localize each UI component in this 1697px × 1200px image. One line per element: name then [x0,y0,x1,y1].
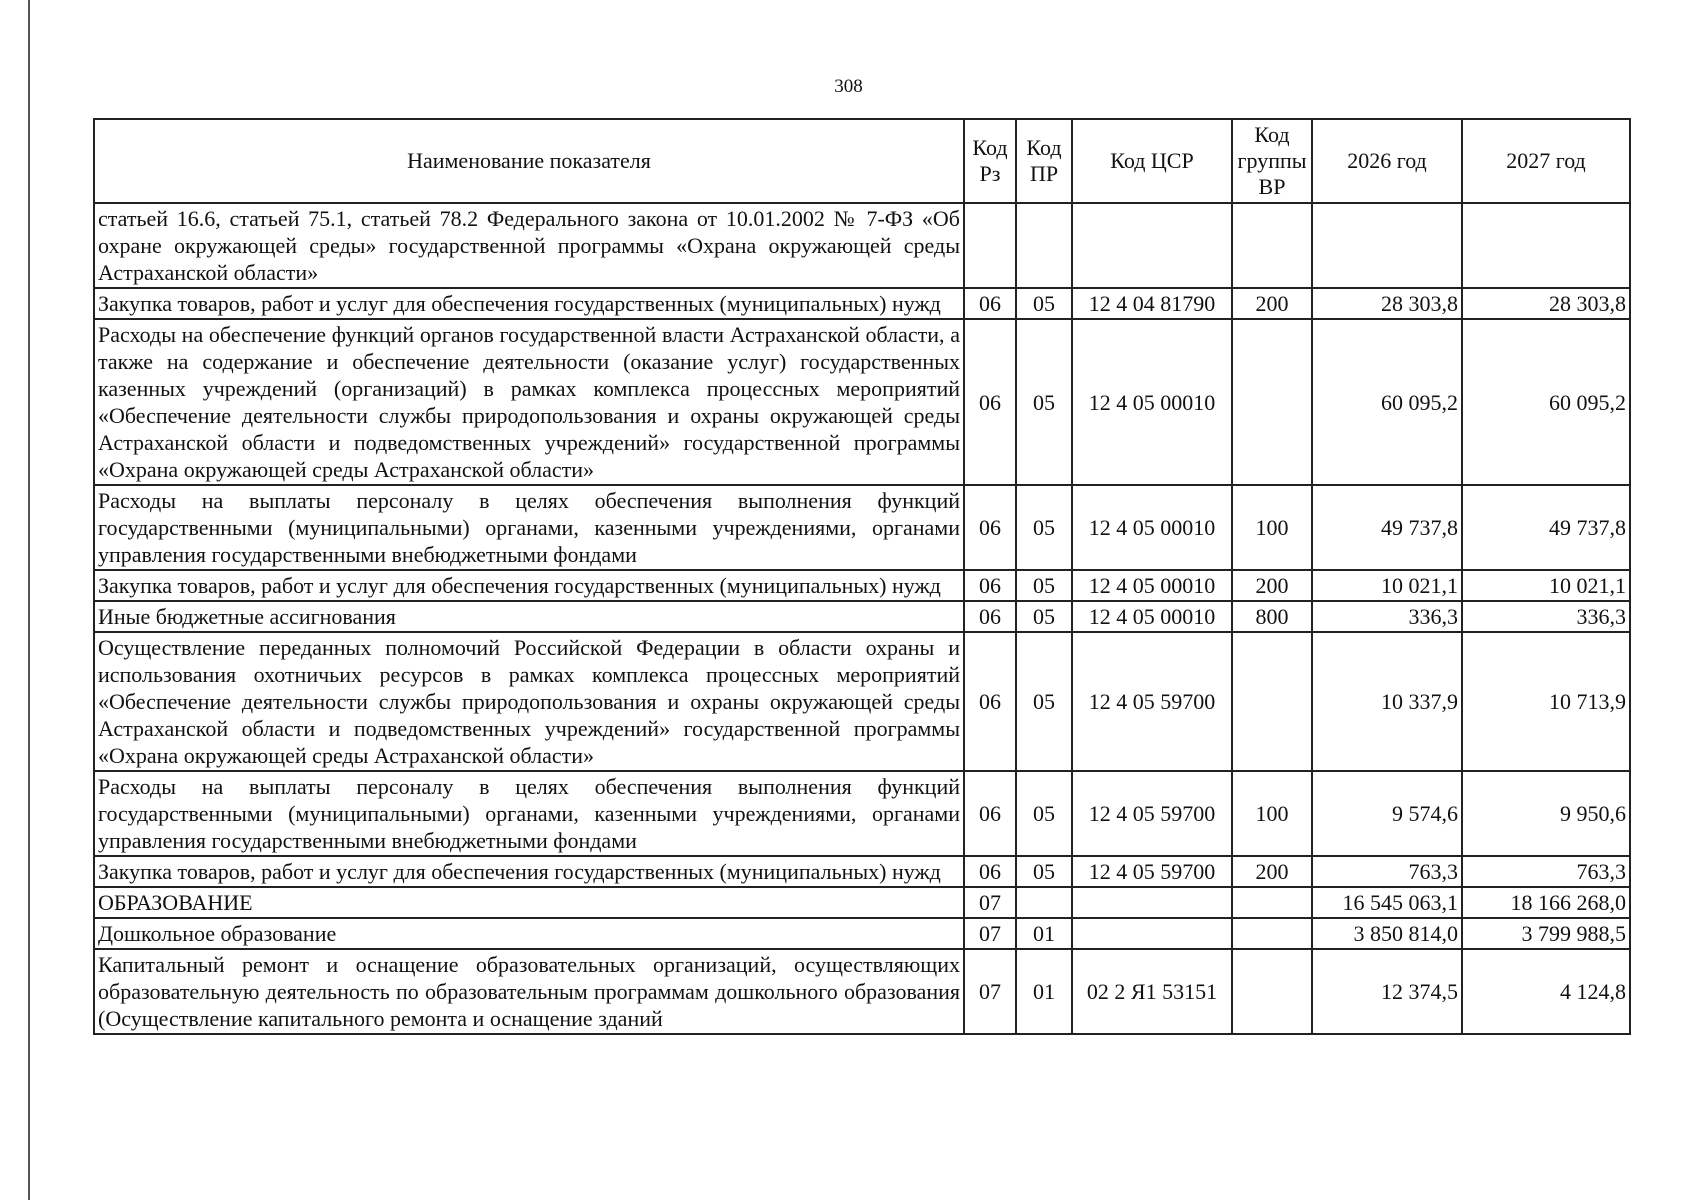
row-rz: 06 [964,856,1016,887]
row-csr: 12 4 05 59700 [1072,856,1232,887]
row-2026: 28 303,8 [1312,288,1462,319]
row-pr [1016,203,1072,288]
row-name: Иные бюджетные ассигнования [94,601,964,632]
row-2026: 336,3 [1312,601,1462,632]
row-pr: 05 [1016,771,1072,856]
budget-table [93,118,1631,1035]
row-pr: 05 [1016,601,1072,632]
row-2027: 9 950,6 [1462,771,1630,856]
row-2027: 4 124,8 [1462,949,1630,1034]
row-vr [1232,887,1312,918]
table-row [94,570,1630,601]
row-2026: 10 337,9 [1312,632,1462,771]
row-pr: 05 [1016,632,1072,771]
row-2027 [1462,203,1630,288]
row-2027: 49 737,8 [1462,485,1630,570]
table-header-row [94,119,1630,203]
header-vr: Код группы ВР [1232,119,1312,203]
table-row [94,856,1630,887]
row-2027: 3 799 988,5 [1462,918,1630,949]
row-csr: 12 4 05 00010 [1072,319,1232,485]
row-2026: 3 850 814,0 [1312,918,1462,949]
row-name: Закупка товаров, работ и услуг для обеспечения государственных (муниципальных) нужд [94,288,964,319]
row-vr: 200 [1232,288,1312,319]
row-vr [1232,918,1312,949]
row-csr: 12 4 05 00010 [1072,485,1232,570]
row-name: Осуществление переданных полномочий Российской Федерации в области охраны и использования охотничьих ресурсов в рамках комплекса процессных мероприятий «Обеспечение деятельности службы природопользования и охраны окружающей среды Астраханской области и подведомственных учреждений» государственной программы «Охрана окружающей среды Астраханской области» [94,632,964,771]
header-rz: Код Рз [964,119,1016,203]
table-row [94,601,1630,632]
row-vr [1232,949,1312,1034]
row-name: Расходы на выплаты персоналу в целях обеспечения выполнения функций государственными (муниципальными) органами, казенными учреждениями, органами управления государственными внебюджетными фондами [94,771,964,856]
row-rz: 06 [964,632,1016,771]
row-csr: 12 4 04 81790 [1072,288,1232,319]
row-vr [1232,203,1312,288]
row-2027: 10 713,9 [1462,632,1630,771]
table-row [94,887,1630,918]
row-csr [1072,918,1232,949]
row-2026: 9 574,6 [1312,771,1462,856]
row-2026: 60 095,2 [1312,319,1462,485]
row-name: ОБРАЗОВАНИЕ [94,887,964,918]
table-row [94,288,1630,319]
header-pr: Код ПР [1016,119,1072,203]
row-rz: 06 [964,570,1016,601]
row-pr [1016,887,1072,918]
row-name: статьей 16.6, статьей 75.1, статьей 78.2 Федерального закона от 10.01.2002 № 7-ФЗ «Об охране окружающей среды» государственной программы «Охрана окружающей среды Астраханской области» [94,203,964,288]
row-2026: 16 545 063,1 [1312,887,1462,918]
row-csr: 12 4 05 59700 [1072,632,1232,771]
row-pr: 05 [1016,485,1072,570]
row-csr [1072,203,1232,288]
header-name: Наименование показателя [94,119,964,203]
row-rz: 06 [964,319,1016,485]
row-2027: 18 166 268,0 [1462,887,1630,918]
row-csr: 02 2 Я1 53151 [1072,949,1232,1034]
row-name: Расходы на выплаты персоналу в целях обеспечения выполнения функций государственными (муниципальными) органами, казенными учреждениями, органами управления государственными внебюджетными фондами [94,485,964,570]
row-rz: 07 [964,918,1016,949]
row-vr: 800 [1232,601,1312,632]
row-rz: 07 [964,949,1016,1034]
row-vr: 100 [1232,485,1312,570]
row-rz: 06 [964,288,1016,319]
table-row [94,949,1630,1034]
table-row [94,771,1630,856]
table-row [94,632,1630,771]
row-pr: 05 [1016,288,1072,319]
left-margin-line [28,0,30,1200]
row-2027: 763,3 [1462,856,1630,887]
row-rz: 06 [964,771,1016,856]
row-2027: 10 021,1 [1462,570,1630,601]
row-vr: 200 [1232,856,1312,887]
row-csr: 12 4 05 00010 [1072,601,1232,632]
row-vr [1232,319,1312,485]
table-row [94,485,1630,570]
row-vr [1232,632,1312,771]
row-2027: 60 095,2 [1462,319,1630,485]
row-csr [1072,887,1232,918]
row-rz [964,203,1016,288]
row-rz: 06 [964,601,1016,632]
row-pr: 05 [1016,856,1072,887]
header-2027: 2027 год [1462,119,1630,203]
row-csr: 12 4 05 59700 [1072,771,1232,856]
row-vr: 100 [1232,771,1312,856]
row-2026: 763,3 [1312,856,1462,887]
row-2026: 49 737,8 [1312,485,1462,570]
row-pr: 05 [1016,319,1072,485]
row-name: Дошкольное образование [94,918,964,949]
row-2026: 10 021,1 [1312,570,1462,601]
row-name: Расходы на обеспечение функций органов государственной власти Астраханской области, а также на содержание и обеспечение деятельности (оказание услуг) государственных казенных учреждений (организаций) в рамках комплекса процессных мероприятий «Обеспечение деятельности службы природопользования и охраны окружающей среды Астраханской области и подведомственных учреждений» государственной программы «Охрана окружающей среды Астраханской области» [94,319,964,485]
row-rz: 06 [964,485,1016,570]
row-vr: 200 [1232,570,1312,601]
row-name: Закупка товаров, работ и услуг для обеспечения государственных (муниципальных) нужд [94,570,964,601]
page-number: 308 [834,76,863,97]
row-2027: 28 303,8 [1462,288,1630,319]
row-2027: 336,3 [1462,601,1630,632]
row-name: Закупка товаров, работ и услуг для обеспечения государственных (муниципальных) нужд [94,856,964,887]
row-2026: 12 374,5 [1312,949,1462,1034]
row-2026 [1312,203,1462,288]
row-pr: 01 [1016,918,1072,949]
row-pr: 01 [1016,949,1072,1034]
header-2026: 2026 год [1312,119,1462,203]
row-pr: 05 [1016,570,1072,601]
row-rz: 07 [964,887,1016,918]
table-row [94,918,1630,949]
row-csr: 12 4 05 00010 [1072,570,1232,601]
header-csr: Код ЦСР [1072,119,1232,203]
table-row [94,203,1630,288]
row-name: Капитальный ремонт и оснащение образовательных организаций, осуществляющих образовательную деятельность по образовательным программам дошкольного образования (Осуществление капитального ремонта и оснащение зданий [94,949,964,1034]
table-row [94,319,1630,485]
